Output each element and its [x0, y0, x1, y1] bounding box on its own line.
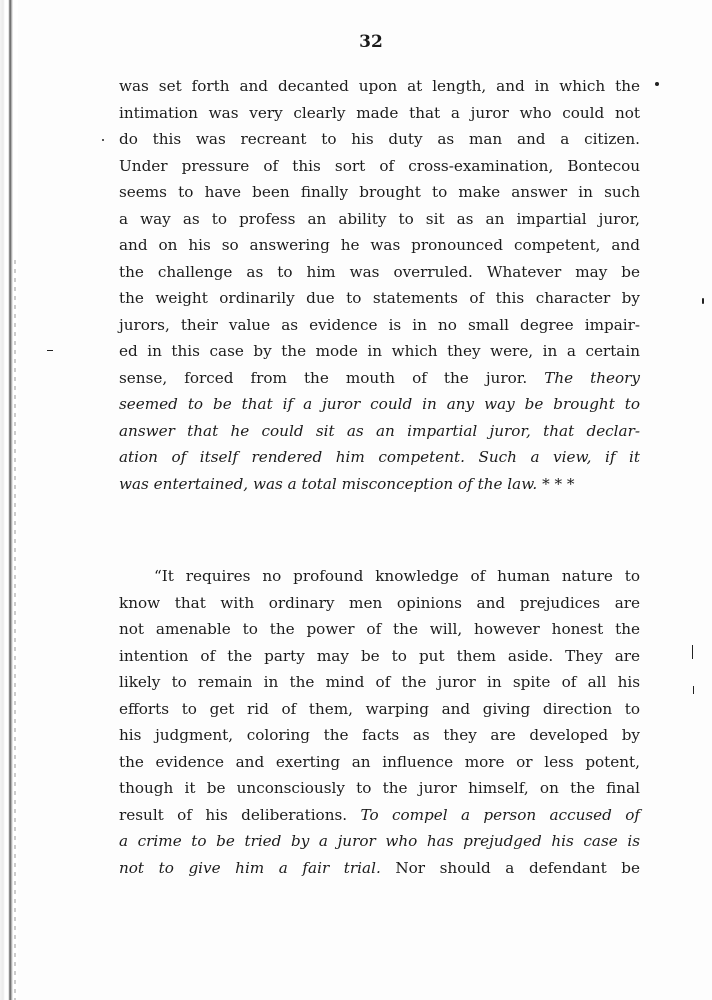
text-line: [119, 100, 640, 127]
text-run: a way as to profess an ability to sit as an impartial juror,: [119, 209, 640, 228]
italic-text-run: ation of itself rendered him competent. Such a view, if it: [119, 448, 640, 466]
text-run: Under pressure of this sort of cross-examination, Bontecou: [119, 156, 640, 175]
page-binding-shadow: [14, 260, 16, 1000]
text-line: [119, 206, 640, 233]
text-run: likely to remain in the mind of the juror in spite of all his: [119, 673, 640, 691]
text-run: * * *: [537, 474, 575, 493]
text-run: result of his deliberations.: [119, 805, 361, 824]
paragraph-2: [119, 563, 640, 881]
text-line: [119, 696, 640, 723]
text-line: [119, 365, 640, 392]
text-line: [119, 590, 640, 617]
text-run: not amenable to the power of the will, however honest the: [119, 620, 640, 638]
italic-text-run: The theory: [544, 368, 640, 387]
text-run: do this was recreant to his duty as man and a citizen.: [119, 130, 640, 148]
text-run: though it be unconsciously to the juror himself, on the final: [119, 779, 640, 797]
text-run: jurors, their value as evidence is in no small degree impair-: [119, 315, 640, 334]
page-number: 32: [359, 32, 383, 52]
text-run: the weight ordinarily due to statements of this character by: [119, 289, 640, 307]
italic-text-run: was entertained, was a total misconception of the law.: [119, 474, 538, 493]
text-line: [119, 722, 640, 749]
text-line: [119, 418, 640, 445]
text-run: seems to have been finally brought to make answer in such: [119, 183, 640, 201]
margin-speck: [102, 139, 104, 141]
text-line: [119, 471, 640, 498]
text-run: the evidence and exerting an influence more or less potent,: [119, 752, 640, 771]
text-line: [119, 153, 640, 180]
paragraph-1: [119, 73, 640, 497]
italic-text-run: To compel a person accused of: [360, 805, 641, 824]
text-line: [119, 563, 640, 590]
text-line: [119, 73, 640, 100]
text-line: [119, 669, 640, 696]
text-line: [119, 444, 640, 471]
italic-text-run: not to give him a fair trial.: [119, 858, 381, 877]
text-run: intimation was very clearly made that a juror who could not: [119, 103, 640, 122]
margin-speck: [692, 645, 693, 659]
italic-text-run: a crime to be tried by a juror who has prejudged his case is: [119, 832, 640, 850]
text-line: [119, 775, 640, 802]
text-line: [119, 338, 640, 365]
text-line: [119, 259, 640, 286]
text-line: [119, 616, 640, 643]
text-run: the challenge as to him was overruled. Whatever may be: [119, 262, 640, 281]
margin-speck: [702, 298, 704, 304]
italic-text-run: answer that he could sit as an impartial juror, that declar-: [119, 421, 640, 440]
text-line: [119, 643, 640, 670]
text-run: his judgment, coloring the facts as they are developed by: [119, 726, 640, 744]
margin-speck: [655, 82, 659, 86]
text-line: [119, 828, 640, 855]
text-line: [119, 391, 640, 418]
text-line: [119, 179, 640, 206]
text-run: intention of the party may be to put them aside. They are: [119, 646, 640, 665]
text-run: know that with ordinary men opinions and prejudices are: [119, 593, 640, 612]
text-run: “It requires no profound knowledge of human nature to: [154, 567, 640, 585]
text-run: sense, forced from the mouth of the juror.: [119, 368, 545, 387]
italic-text-run: seemed to be that if a juror could in any way be brought to: [119, 395, 640, 413]
text-run: and on his so answering he was pronounced competent, and: [119, 236, 640, 254]
margin-speck: [47, 350, 53, 351]
text-run: efforts to get rid of them, warping and giving direction to: [119, 699, 640, 718]
text-line: [119, 232, 640, 259]
text-line: [119, 126, 640, 153]
text-run: Nor should a defendant be: [380, 858, 640, 877]
text-line: [119, 749, 640, 776]
text-line: [119, 855, 640, 882]
text-line: [119, 802, 640, 829]
margin-speck: [693, 686, 694, 694]
text-line: [119, 312, 640, 339]
text-run: was set forth and decanted upon at length, and in which the: [119, 77, 640, 95]
text-line: [119, 285, 640, 312]
text-run: ed in this case by the mode in which they were, in a certain: [119, 342, 640, 360]
